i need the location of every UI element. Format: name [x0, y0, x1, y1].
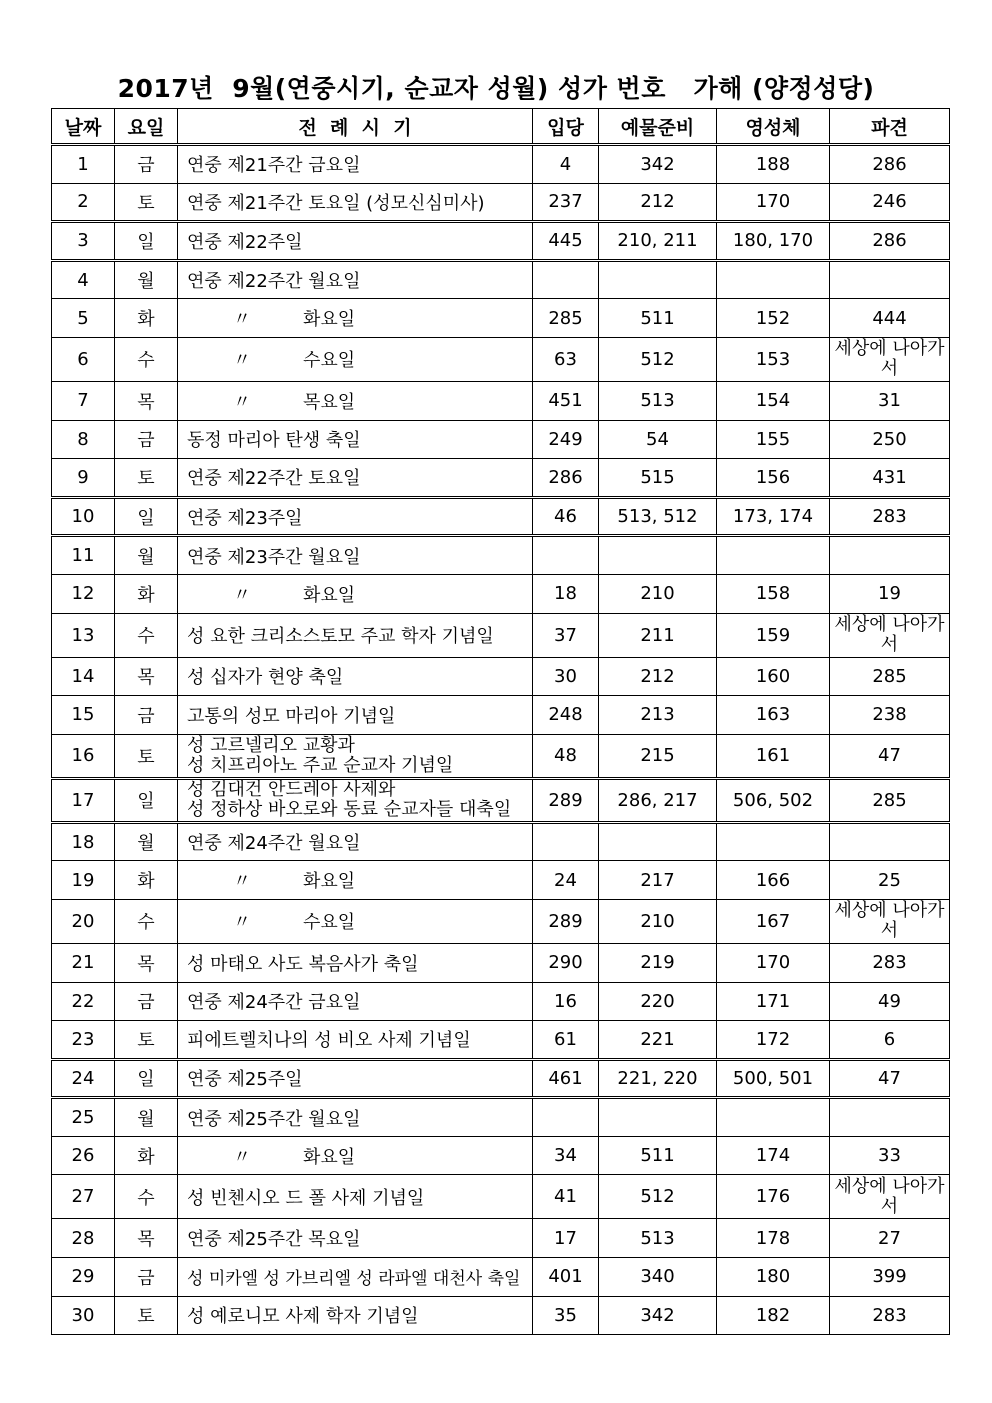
liturgy-cell: [178, 337, 533, 381]
date-cell: 11: [52, 536, 115, 575]
table-row: [52, 943, 950, 982]
offertory-cell: 54: [599, 420, 717, 459]
liturgy-text: 피에트렐치나의 성 비오 사제 기념일: [187, 1030, 471, 1052]
liturgy-text: 수요일: [303, 350, 356, 372]
header-day: 요일: [115, 109, 178, 145]
entrance-cell: 35: [533, 1296, 599, 1335]
liturgy-text: 연중 제22주간 월요일: [187, 271, 361, 293]
entrance-cell: [533, 536, 599, 575]
dismissal-cell: 세상에 나아가서: [830, 899, 950, 943]
day-cell: 월: [115, 260, 178, 299]
liturgy-text: 연중 제22주일: [187, 231, 303, 253]
liturgy-text: 연중 제22주간 토요일: [187, 468, 361, 490]
date-cell: 16: [52, 734, 115, 778]
table-row: [52, 1136, 950, 1175]
date-cell: 27: [52, 1175, 115, 1219]
offertory-cell: 513: [599, 1219, 717, 1258]
table-row: [52, 982, 950, 1021]
table-row: [52, 337, 950, 381]
communion-cell: 161: [717, 734, 830, 778]
offertory-cell: 220: [599, 982, 717, 1021]
liturgy-cell: [178, 899, 533, 943]
date-cell: 18: [52, 822, 115, 861]
communion-cell: 500, 501: [717, 1059, 830, 1098]
liturgy-text: 화요일: [303, 1146, 356, 1168]
entrance-cell: 30: [533, 657, 599, 696]
liturgy-line-1: 성 고르넬리오 교황과: [187, 734, 355, 756]
ditto-mark: 〃: [233, 350, 251, 372]
offertory-cell: 342: [599, 1296, 717, 1335]
ditto-mark: 〃: [233, 309, 251, 331]
liturgy-cell: [178, 696, 533, 735]
liturgy-cell: [178, 1021, 533, 1060]
day-cell: 금: [115, 1258, 178, 1297]
liturgy-cell: [178, 1258, 533, 1297]
offertory-cell: 210, 211: [599, 222, 717, 261]
dismissal-cell: 285: [830, 778, 950, 822]
date-cell: 10: [52, 497, 115, 536]
ditto-mark: 〃: [233, 912, 251, 934]
liturgy-text: 연중 제23주일: [187, 507, 303, 529]
table-row: [52, 1258, 950, 1297]
communion-cell: 176: [717, 1175, 830, 1219]
offertory-cell: 211: [599, 613, 717, 657]
day-cell: 일: [115, 222, 178, 261]
liturgy-text: 성 마태오 사도 복음사가 축일: [187, 953, 419, 975]
entrance-cell: 17: [533, 1219, 599, 1258]
dismissal-cell: 283: [830, 497, 950, 536]
dismissal-cell: [830, 536, 950, 575]
page-title: 2017년 9월(연중시기, 순교자 성월) 성가 번호 가해 (양정성당): [117, 74, 875, 103]
date-cell: 25: [52, 1098, 115, 1137]
liturgy-cell: [178, 1059, 533, 1098]
ditto-mark: 〃: [233, 391, 251, 413]
entrance-cell: 48: [533, 734, 599, 778]
communion-cell: 180: [717, 1258, 830, 1297]
entrance-cell: 285: [533, 299, 599, 338]
liturgy-cell: [178, 497, 533, 536]
communion-cell: 182: [717, 1296, 830, 1335]
liturgy-cell: [178, 861, 533, 900]
offertory-cell: 512: [599, 337, 717, 381]
liturgy-cell: [178, 1098, 533, 1137]
liturgy-cell: [178, 1219, 533, 1258]
header-liturgy: 전 례 시 기: [178, 109, 533, 145]
liturgy-text: 연중 제24주간 월요일: [187, 833, 361, 855]
offertory-cell: 213: [599, 696, 717, 735]
offertory-cell: [599, 536, 717, 575]
entrance-cell: 61: [533, 1021, 599, 1060]
table-row: [52, 899, 950, 943]
liturgy-text: 성 요한 크리소스토모 주교 학자 기념일: [187, 626, 494, 648]
entrance-cell: 445: [533, 222, 599, 261]
date-cell: 9: [52, 459, 115, 498]
communion-cell: [717, 260, 830, 299]
day-cell: 일: [115, 497, 178, 536]
offertory-cell: [599, 260, 717, 299]
day-cell: 월: [115, 536, 178, 575]
table-row: [52, 778, 950, 822]
liturgy-text: 화요일: [303, 871, 356, 893]
liturgy-line-1: 성 김대건 안드레아 사제와: [187, 779, 396, 801]
date-cell: 23: [52, 1021, 115, 1060]
entrance-cell: 4: [533, 145, 599, 184]
entrance-cell: 248: [533, 696, 599, 735]
offertory-cell: 513, 512: [599, 497, 717, 536]
offertory-cell: 513: [599, 381, 717, 420]
liturgy-cell: [178, 459, 533, 498]
entrance-cell: 63: [533, 337, 599, 381]
offertory-cell: 512: [599, 1175, 717, 1219]
table-row: [52, 536, 950, 575]
day-cell: 화: [115, 574, 178, 613]
date-cell: 26: [52, 1136, 115, 1175]
table-row: [52, 822, 950, 861]
dismissal-cell: 283: [830, 943, 950, 982]
communion-cell: 156: [717, 459, 830, 498]
day-cell: 수: [115, 613, 178, 657]
header-offertory: 예물준비: [599, 109, 717, 145]
communion-cell: 188: [717, 145, 830, 184]
entrance-cell: 18: [533, 574, 599, 613]
table-row: [52, 1296, 950, 1335]
dismissal-cell: [830, 260, 950, 299]
liturgy-cell: [178, 420, 533, 459]
liturgy-cell: [178, 982, 533, 1021]
liturgy-text: 수요일: [303, 912, 356, 934]
date-cell: 5: [52, 299, 115, 338]
dismissal-cell: 세상에 나아가서: [830, 1175, 950, 1219]
date-cell: 21: [52, 943, 115, 982]
header-dismissal: 파견: [830, 109, 950, 145]
liturgy-cell: [178, 1175, 533, 1219]
offertory-cell: 212: [599, 657, 717, 696]
header-date: 날짜: [52, 109, 115, 145]
day-cell: 수: [115, 899, 178, 943]
day-cell: 화: [115, 861, 178, 900]
day-cell: 월: [115, 822, 178, 861]
dismissal-cell: 47: [830, 1059, 950, 1098]
entrance-cell: [533, 822, 599, 861]
date-cell: 2: [52, 183, 115, 222]
table-row: [52, 1059, 950, 1098]
day-cell: 금: [115, 696, 178, 735]
dismissal-cell: 238: [830, 696, 950, 735]
liturgy-text: 연중 제23주간 월요일: [187, 546, 361, 568]
date-cell: 7: [52, 381, 115, 420]
date-cell: 29: [52, 1258, 115, 1297]
liturgy-cell: [178, 183, 533, 222]
date-cell: 8: [52, 420, 115, 459]
header-entrance: 입당: [533, 109, 599, 145]
offertory-cell: 286, 217: [599, 778, 717, 822]
day-cell: 토: [115, 1296, 178, 1335]
date-cell: 3: [52, 222, 115, 261]
liturgy-text: 연중 제25주간 월요일: [187, 1108, 361, 1130]
day-cell: 목: [115, 657, 178, 696]
date-cell: 15: [52, 696, 115, 735]
dismissal-cell: 399: [830, 1258, 950, 1297]
dismissal-cell: 세상에 나아가서: [830, 613, 950, 657]
liturgy-text: 화요일: [303, 309, 356, 331]
liturgy-cell: [178, 943, 533, 982]
offertory-cell: 217: [599, 861, 717, 900]
day-cell: 화: [115, 299, 178, 338]
communion-cell: 174: [717, 1136, 830, 1175]
table-row: [52, 145, 950, 184]
offertory-cell: 212: [599, 183, 717, 222]
day-cell: 일: [115, 1059, 178, 1098]
table-row: [52, 734, 950, 778]
day-cell: 일: [115, 778, 178, 822]
day-cell: 월: [115, 1098, 178, 1137]
liturgy-text: 화요일: [303, 584, 356, 606]
dismissal-cell: 250: [830, 420, 950, 459]
communion-cell: 153: [717, 337, 830, 381]
dismissal-cell: 19: [830, 574, 950, 613]
liturgy-cell: [178, 1296, 533, 1335]
liturgy-text: 성 십자가 현양 축일: [187, 667, 344, 689]
communion-cell: [717, 822, 830, 861]
liturgy-cell: [178, 657, 533, 696]
entrance-cell: 290: [533, 943, 599, 982]
communion-cell: 180, 170: [717, 222, 830, 261]
offertory-cell: [599, 822, 717, 861]
entrance-cell: 401: [533, 1258, 599, 1297]
table-row: [52, 613, 950, 657]
liturgy-cell: [178, 145, 533, 184]
day-cell: 토: [115, 734, 178, 778]
liturgy-cell: [178, 222, 533, 261]
date-cell: 13: [52, 613, 115, 657]
liturgy-cell: [178, 1136, 533, 1175]
offertory-cell: 210: [599, 899, 717, 943]
date-cell: 20: [52, 899, 115, 943]
liturgy-text: 성 예로니모 사제 학자 기념일: [187, 1306, 419, 1328]
table-header-row: [52, 109, 950, 145]
ditto-mark: 〃: [233, 871, 251, 893]
offertory-cell: 221: [599, 1021, 717, 1060]
dismissal-cell: 285: [830, 657, 950, 696]
liturgy-cell: [178, 822, 533, 861]
communion-cell: 172: [717, 1021, 830, 1060]
table-row: [52, 183, 950, 222]
dismissal-cell: 49: [830, 982, 950, 1021]
table-row: [52, 1098, 950, 1137]
communion-cell: 178: [717, 1219, 830, 1258]
entrance-cell: 24: [533, 861, 599, 900]
communion-cell: 170: [717, 943, 830, 982]
liturgy-text: 고통의 성모 마리아 기념일: [187, 705, 396, 727]
offertory-cell: 215: [599, 734, 717, 778]
table-row: [52, 696, 950, 735]
communion-cell: 173, 174: [717, 497, 830, 536]
day-cell: 목: [115, 943, 178, 982]
dismissal-cell: 세상에 나아가서: [830, 337, 950, 381]
day-cell: 화: [115, 1136, 178, 1175]
date-cell: 6: [52, 337, 115, 381]
entrance-cell: 37: [533, 613, 599, 657]
day-cell: 토: [115, 459, 178, 498]
entrance-cell: 46: [533, 497, 599, 536]
day-cell: 수: [115, 1175, 178, 1219]
dismissal-cell: 431: [830, 459, 950, 498]
entrance-cell: [533, 260, 599, 299]
date-cell: 1: [52, 145, 115, 184]
day-cell: 금: [115, 982, 178, 1021]
dismissal-cell: 47: [830, 734, 950, 778]
dismissal-cell: [830, 822, 950, 861]
header-communion: 영성체: [717, 109, 830, 145]
communion-cell: 154: [717, 381, 830, 420]
dismissal-cell: 246: [830, 183, 950, 222]
entrance-cell: [533, 1098, 599, 1137]
communion-cell: 170: [717, 183, 830, 222]
table-row: [52, 381, 950, 420]
liturgy-cell: [178, 260, 533, 299]
day-cell: 토: [115, 1021, 178, 1060]
date-cell: 28: [52, 1219, 115, 1258]
date-cell: 4: [52, 260, 115, 299]
liturgy-cell: [178, 734, 533, 778]
dismissal-cell: 31: [830, 381, 950, 420]
liturgy-text: 연중 제25주간 목요일: [187, 1229, 361, 1251]
entrance-cell: 289: [533, 778, 599, 822]
dismissal-cell: 283: [830, 1296, 950, 1335]
entrance-cell: 237: [533, 183, 599, 222]
liturgy-text: 연중 제21주간 금요일: [187, 155, 361, 177]
date-cell: 12: [52, 574, 115, 613]
offertory-cell: 210: [599, 574, 717, 613]
table-row: [52, 1219, 950, 1258]
liturgy-cell: [178, 381, 533, 420]
liturgy-text: 성 빈첸시오 드 폴 사제 기념일: [187, 1187, 425, 1209]
date-cell: 19: [52, 861, 115, 900]
table-row: [52, 222, 950, 261]
table-row: [52, 574, 950, 613]
dismissal-cell: 33: [830, 1136, 950, 1175]
day-cell: 목: [115, 1219, 178, 1258]
day-cell: 목: [115, 381, 178, 420]
hymn-schedule-table: [51, 108, 950, 1335]
liturgy-cell: [178, 536, 533, 575]
dismissal-cell: 27: [830, 1219, 950, 1258]
liturgy-line-2: 성 치프리아노 주교 순교자 기념일: [187, 754, 454, 776]
table-row: [52, 861, 950, 900]
dismissal-cell: 286: [830, 222, 950, 261]
communion-cell: 160: [717, 657, 830, 696]
dismissal-cell: [830, 1098, 950, 1137]
dismissal-cell: 286: [830, 145, 950, 184]
date-cell: 14: [52, 657, 115, 696]
table-row: [52, 260, 950, 299]
offertory-cell: 221, 220: [599, 1059, 717, 1098]
offertory-cell: 342: [599, 145, 717, 184]
entrance-cell: 461: [533, 1059, 599, 1098]
communion-cell: 167: [717, 899, 830, 943]
communion-cell: 158: [717, 574, 830, 613]
offertory-cell: 511: [599, 1136, 717, 1175]
date-cell: 22: [52, 982, 115, 1021]
offertory-cell: 511: [599, 299, 717, 338]
communion-cell: [717, 1098, 830, 1137]
day-cell: 토: [115, 183, 178, 222]
liturgy-text: 연중 제21주간 토요일 (성모신심미사): [187, 192, 485, 214]
liturgy-text: 성 미카엘 성 가브리엘 성 라파엘 대천사 축일: [187, 1269, 521, 1290]
communion-cell: 506, 502: [717, 778, 830, 822]
communion-cell: 155: [717, 420, 830, 459]
offertory-cell: 515: [599, 459, 717, 498]
table-row: [52, 459, 950, 498]
liturgy-text: 연중 제24주간 금요일: [187, 992, 361, 1014]
liturgy-text: 동정 마리아 탄생 축일: [187, 430, 361, 452]
entrance-cell: 41: [533, 1175, 599, 1219]
dismissal-cell: 25: [830, 861, 950, 900]
liturgy-cell: [178, 778, 533, 822]
communion-cell: 166: [717, 861, 830, 900]
communion-cell: 152: [717, 299, 830, 338]
liturgy-cell: [178, 299, 533, 338]
day-cell: 금: [115, 145, 178, 184]
communion-cell: 163: [717, 696, 830, 735]
table-row: [52, 497, 950, 536]
communion-cell: 171: [717, 982, 830, 1021]
entrance-cell: 34: [533, 1136, 599, 1175]
table-row: [52, 420, 950, 459]
communion-cell: [717, 536, 830, 575]
table-row: [52, 657, 950, 696]
table-row: [52, 299, 950, 338]
liturgy-text: 목요일: [303, 391, 356, 413]
date-cell: 17: [52, 778, 115, 822]
offertory-cell: 219: [599, 943, 717, 982]
communion-cell: 159: [717, 613, 830, 657]
day-cell: 수: [115, 337, 178, 381]
date-cell: 24: [52, 1059, 115, 1098]
offertory-cell: 340: [599, 1258, 717, 1297]
entrance-cell: 16: [533, 982, 599, 1021]
date-cell: 30: [52, 1296, 115, 1335]
table-row: [52, 1021, 950, 1060]
entrance-cell: 289: [533, 899, 599, 943]
liturgy-cell: [178, 574, 533, 613]
table-row: [52, 1175, 950, 1219]
entrance-cell: 451: [533, 381, 599, 420]
offertory-cell: [599, 1098, 717, 1137]
liturgy-line-2: 성 정하상 바오로와 동료 순교자들 대축일: [187, 799, 512, 821]
entrance-cell: 249: [533, 420, 599, 459]
ditto-mark: 〃: [233, 1146, 251, 1168]
liturgy-cell: [178, 613, 533, 657]
ditto-mark: 〃: [233, 584, 251, 606]
liturgy-text: 연중 제25주일: [187, 1069, 303, 1091]
dismissal-cell: 444: [830, 299, 950, 338]
dismissal-cell: 6: [830, 1021, 950, 1060]
entrance-cell: 286: [533, 459, 599, 498]
day-cell: 금: [115, 420, 178, 459]
